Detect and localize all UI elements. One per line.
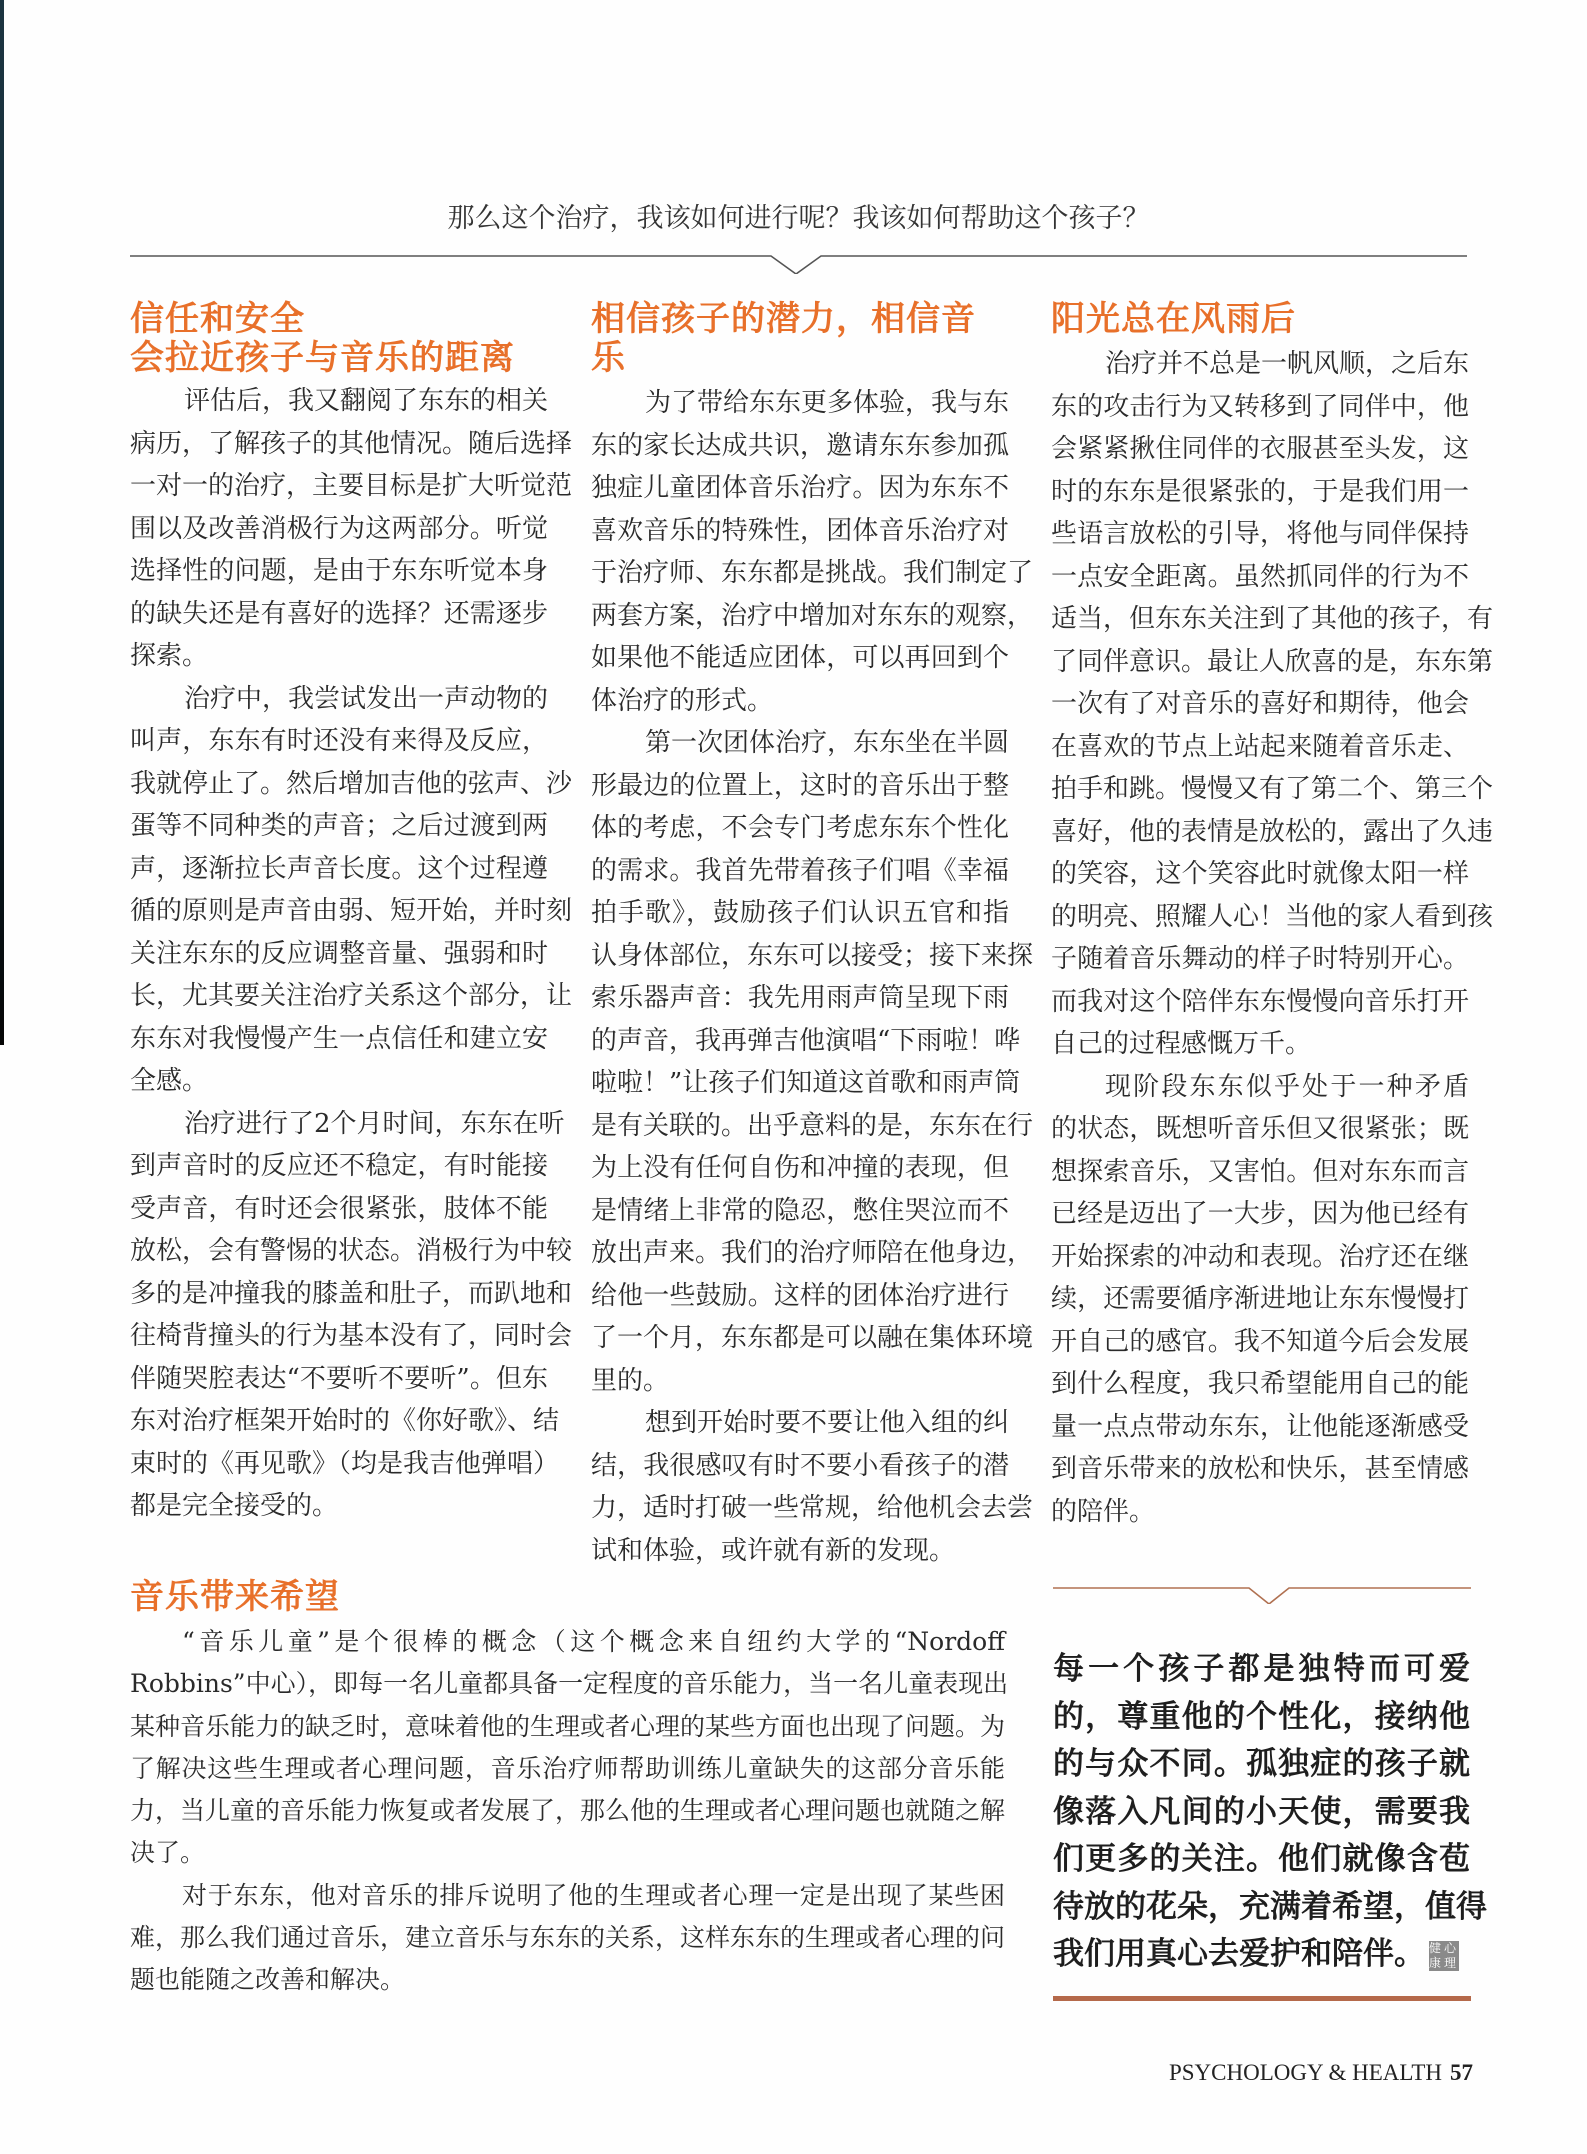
text-line: 独症儿童团体音乐治疗。因为东东不 [591,473,1009,503]
page-number: 57 [1450,2060,1473,2085]
text-line: 治疗中，我尝试发出一声动物的 [184,683,549,714]
quote-text: 们更多的关注。他们就像含苞 [1053,1841,1470,1877]
text-line: 两套方案，治疗中增加对东东的观察， [591,600,1034,631]
text-line: 体治疗的形式。 [591,685,774,716]
text-line: 的需求。我首先带着孩子们唱《幸福 [591,855,1009,886]
text-line: 对于东东，他对音乐的排斥说明了他的生理或者心理一定是出现了某些困 [182,1880,1005,1910]
text-line: 的状态，既想听音乐但又很紧张；既 [1051,1114,1469,1144]
text-line: 为上没有任何自伤和冲撞的表现，但 [591,1153,1009,1183]
quote-text: 的，尊重他的个性化，接纳他 [1053,1698,1470,1735]
quote-text: 我们用真心去爱护和陪伴。 [1053,1936,1425,1972]
text-line: “音乐儿童”是个很棒的概念（这个概念来自纽约大学的“Nordoff [182,1627,1005,1656]
text-line: 给他一些鼓励。这样的团体治疗进行 [591,1280,1009,1311]
text-line: 东东对我慢慢产生一点信任和建立安 [130,1023,548,1054]
text-line: 决了。 [130,1838,206,1868]
section-heading [130,300,548,378]
section-heading [1051,300,1469,339]
text-line: 力，当儿童的音乐能力恢复或者发展了，那么他的生理或者心理问题也就随之解 [130,1796,1006,1826]
text-line: 索乐器声音：我先用雨声筒呈现下雨 [591,983,1009,1013]
text-line: 里的。 [591,1365,670,1396]
lead-question: 那么这个治疗，我该如何进行呢？我该如何帮助这个孩子？ [447,203,1150,234]
section-body [591,382,1034,1572]
text-line: Robbins”中心），即每一名儿童都具备一定程度的音乐能力，当一名儿童表现出 [130,1669,1009,1699]
paragraph [130,678,573,1103]
text-line: 试和体验，或许就有新的发现。 [591,1535,956,1566]
text-line: 拍手和跳。慢慢又有了第二个、第三个 [1051,774,1494,804]
page-edge-strip [0,0,4,1045]
quote-line [1053,1884,1487,1932]
column-believe-in-potential [591,299,1034,1572]
text-line: 多的是冲撞我的膝盖和肚子，而趴地和 [130,1278,573,1309]
text-line: 为了带给东东更多体验，我与东 [645,388,1010,418]
text-line: 开自己的感官。我不知道今后会发展 [1051,1326,1469,1357]
section-body [130,1621,1009,2002]
text-line: 一对一的治疗，主要目标是扩大听觉范 [130,471,573,501]
column-trust-and-safety [130,299,573,1528]
end-mark-seal-icon [1429,1941,1459,1971]
text-line: 如果他不能适应团体，可以再回到个 [591,643,1009,673]
text-line: 于治疗师、东东都是挑战。我们制定了 [591,558,1034,588]
text-line: 是有关联的。出乎意料的是，东东在行 [591,1110,1034,1141]
text-line: 喜好，他的表情是放松的，露出了久违 [1051,816,1494,847]
quote-divider-with-notch [1053,1580,1471,1604]
text-line: 一次有了对音乐的喜好和期待，他会 [1051,689,1469,719]
text-line: 的陪伴。 [1051,1496,1156,1527]
section-heading-line: 信任和安全 [130,299,305,339]
text-line: 往椅背撞头的行为基本没有了，同时会 [130,1321,573,1351]
text-line: 到声音时的反应还不稳定，有时能接 [130,1151,548,1181]
magazine-name: PSYCHOLOGY & HEALTH [1168,2060,1442,2085]
text-line: 束时的《再见歌》（均是我吉他弹唱） [130,1448,560,1479]
text-line: 是情绪上非常的隐忍，憋住哭泣而不 [591,1195,1009,1226]
text-line: 题也能随之改善和解决。 [130,1965,406,1995]
text-line: 的缺失还是有喜好的选择？还需逐步 [130,598,548,629]
quote-line [1053,1741,1470,1789]
text-line: 围以及改善消极行为这两部分。听觉 [130,513,548,544]
text-line: 形最边的位置上，这时的音乐出于整 [591,770,1009,801]
text-line: 病历，了解孩子的其他情况。随后选择 [130,428,573,459]
section-heading-line: 相信孩子的潜力，相信音乐 [591,299,976,378]
section-heading-line: 音乐带来希望 [130,1577,340,1617]
text-line: 了解决这些生理或者心理问题，音乐治疗师帮助训练儿童缺失的这部分音乐能 [130,1753,1005,1783]
section-heading-line: 阳光总在风雨后 [1051,299,1296,339]
quote-text: 待放的花朵，充满着希望，值得 [1053,1888,1487,1925]
text-line: 拍手歌》，鼓励孩子们认识五官和指 [591,898,1009,928]
text-line: 开始探索的冲动和表现。治疗还在继 [1051,1241,1469,1272]
text-line: 到音乐带来的放松和快乐，甚至情感 [1051,1454,1469,1484]
text-line: 循的原则是声音由弱、短开始，并时刻 [130,896,573,926]
section-heading [591,300,1009,378]
page-footer [1169,2060,1473,2086]
text-line: 想到开始时要不要让他入组的纠 [645,1408,1010,1438]
paragraph [1051,1066,1469,1534]
text-line: 选择性的问题，是由于东东听觉本身 [130,556,548,586]
text-line: 适当，但东东关注到了其他的孩子，有 [1051,604,1494,634]
text-line: 些语言放松的引导，将他与同伴保持 [1051,519,1469,549]
paragraph [591,1402,1034,1572]
paragraph [591,722,1034,1402]
text-line: 自己的过程感慨万千。 [1051,1029,1312,1059]
text-line: 续，还需要循序渐进地让东东慢慢打 [1051,1284,1469,1314]
text-line: 了一个月，东东都是可以融在集体环境 [591,1323,1034,1353]
text-line: 的明亮、照耀人心！当他的家人看到孩 [1051,901,1494,932]
text-line: 想探索音乐，又害怕。但对东东而言 [1051,1156,1469,1187]
text-line: 喜欢音乐的特殊性，团体音乐治疗对 [591,515,1009,546]
text-line: 全感。 [130,1066,209,1096]
text-line: 在喜欢的节点上站起来随着音乐走、 [1051,731,1469,762]
text-line: 现阶段东东似乎处于一种矛盾 [1105,1071,1469,1102]
text-line: 的声音，我再弹吉他演唱“下雨啦！哗 [591,1025,1021,1056]
seal-char: 健 [1429,1940,1442,1955]
paragraph [130,1103,573,1528]
text-line: 难，那么我们通过音乐，建立音乐与东东的关系，这样东东的生理或者心理的问 [130,1923,1006,1953]
text-line: 一点安全距离。虽然抓同伴的行为不 [1051,561,1469,592]
text-line: 长，尤其要关注治疗关系这个部分，让 [130,981,573,1011]
section-body [1051,343,1494,1533]
text-line: 关注东东的反应调整音量、强弱和时 [130,938,548,969]
paragraph [130,380,573,678]
text-line: 某种音乐能力的缺乏时，意味着他的生理或者心理的某些方面也出现了问题。为 [130,1711,1006,1741]
text-line: 东的家长达成共识，邀请东东参加孤 [591,430,1009,461]
paragraph [591,382,1034,722]
text-line: 体的考虑，不会专门考虑东东个性化 [591,813,1009,843]
text-line: 我就停止了。然后增加吉他的弦声、沙 [130,768,573,799]
text-line: 伴随哭腔表达“不要听不要听”。但东 [130,1363,548,1394]
column-sunshine-after-rain [1051,299,1494,1533]
seal-char: 理 [1444,1955,1457,1970]
text-line: 结，我很感叹有时不要小看孩子的潜 [591,1450,1009,1481]
quote-text: 像落入凡间的小天使，需要我 [1053,1793,1470,1830]
text-line: 评估后，我又翻阅了东东的相关 [184,386,549,416]
paragraph [130,1621,1009,1875]
text-line: 到什么程度，我只希望能用自己的能 [1051,1369,1469,1399]
quote-line [1053,1836,1470,1884]
quote-line [1053,1694,1470,1742]
section-heading [130,1578,1005,1617]
seal-char: 康 [1429,1955,1442,1970]
text-line: 放出声来。我们的治疗师陪在他身边， [591,1238,1034,1268]
text-line: 蛋等不同种类的声音；之后过渡到两 [130,811,548,841]
text-line: 第一次团体治疗，东东坐在半圆 [645,728,1010,758]
text-line: 时的东东是很紧张的，于是我们用一 [1051,476,1469,507]
top-divider-with-notch [130,244,1467,274]
section-heading-line: 会拉近孩子与音乐的距离 [130,338,515,378]
quote-text: 的与众不同。孤独症的孩子就 [1053,1746,1470,1782]
text-line: 叫声，东东有时还没有来得及反应， [130,726,548,756]
text-line: 受声音，有时还会很紧张，肢体不能 [130,1193,548,1224]
text-line: 探索。 [130,641,209,671]
text-line: 东的攻击行为又转移到了同伴中，他 [1051,391,1469,422]
text-line: 子随着音乐舞动的样子时特别开心。 [1051,944,1469,974]
section-body [130,380,573,1528]
text-line: 啦啦！”让孩子们知道这首歌和雨声筒 [591,1068,1021,1098]
quote-line [1053,1931,1470,1979]
text-line: 都是完全接受的。 [130,1491,339,1521]
text-line: 而我对这个陪伴东东慢慢向音乐打开 [1051,986,1469,1017]
text-line: 力，适时打破一些常规，给他机会去尝 [591,1493,1034,1523]
text-line: 声，逐渐拉长声音长度。这个过程遵 [130,853,548,884]
text-line: 会紧紧揪住同伴的衣服甚至头发，这 [1051,434,1469,464]
paragraph [1051,343,1494,1066]
text-line: 放松，会有警惕的状态。消极行为中较 [130,1236,573,1266]
section-music-brings-hope [130,1577,1009,2002]
text-line: 已经是迈出了一大步，因为他已经有 [1051,1199,1469,1229]
paragraph [130,1875,1005,2002]
text-line: 认身体部位，东东可以接受；接下来探 [591,940,1034,971]
seal-char: 心 [1444,1940,1457,1955]
text-line: 东对治疗框架开始时的《你好歌》、结 [130,1406,560,1436]
text-line: 了同伴意识。最让人欣喜的是，东东第 [1051,646,1494,677]
quote-line [1053,1646,1470,1694]
quote-bottom-rule [1053,1996,1471,2001]
text-line: 治疗进行了2个月时间，东东在听 [184,1108,565,1139]
text-line: 量一点点带动东东，让他能逐渐感受 [1051,1411,1469,1442]
text-line: 治疗并不总是一帆风顺，之后东 [1105,349,1470,379]
quote-line [1053,1789,1470,1837]
pull-quote [1053,1580,1487,1979]
quote-text: 每一个孩子都是独特而可爱 [1053,1651,1470,1687]
text-line: 的笑容，这个笑容此时就像太阳一样 [1051,859,1469,889]
